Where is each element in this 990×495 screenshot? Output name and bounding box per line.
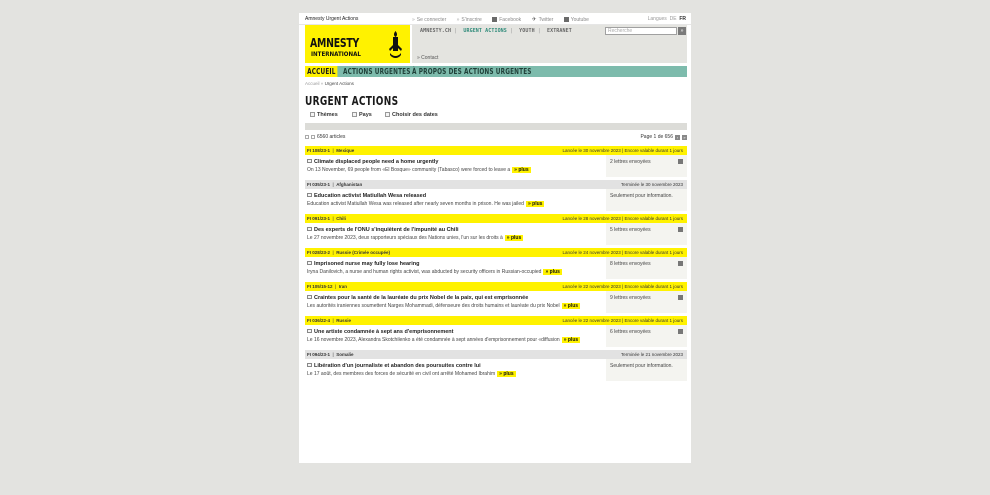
article-ref[interactable]: FI 035/23-1 xyxy=(307,182,331,187)
nav-extranet[interactable]: EXTRANET xyxy=(546,28,572,34)
language-label: Langues xyxy=(647,16,667,22)
article-title-link[interactable]: Des experts de l'ONU s'inquiètent de l'impunité au Chili xyxy=(307,227,604,233)
prev-page-icon[interactable] xyxy=(311,135,315,139)
main-menu xyxy=(305,66,687,77)
facebook-icon xyxy=(492,17,497,22)
document-icon xyxy=(307,363,312,367)
article-header: FI 108/23-1 | Mexique Lancée le 30 novembre 2023 | Encore valable durant 1 jours xyxy=(305,146,687,155)
document-icon xyxy=(307,193,312,197)
document-icon xyxy=(307,261,312,265)
checkbox-icon xyxy=(385,112,390,117)
last-page-icon[interactable]: » xyxy=(683,135,686,140)
article-side xyxy=(606,325,687,347)
article-ref[interactable]: FI 036/22-4 xyxy=(307,318,331,323)
contact-link[interactable]: » Contact xyxy=(417,55,439,61)
article-status: Lancée le 22 novembre 2023 | Encore valable durant 1 jours xyxy=(562,318,683,323)
info-icon[interactable] xyxy=(678,295,683,300)
read-more-link[interactable]: » plus xyxy=(514,167,529,173)
document-icon xyxy=(307,295,312,299)
article-side xyxy=(606,359,687,381)
article-body xyxy=(305,189,687,211)
article-item xyxy=(305,350,687,381)
filter-pays[interactable]: Pays xyxy=(352,112,372,118)
letters-sent: 8 lettres envoyées xyxy=(610,261,651,267)
article-side xyxy=(606,257,687,279)
article-side xyxy=(606,291,687,313)
document-icon xyxy=(307,227,312,231)
article-status: Lancée le 30 novembre 2023 | Encore valable durant 1 jours xyxy=(562,148,683,153)
top-utility-bar xyxy=(299,13,691,25)
candle-icon xyxy=(388,31,404,59)
header-nav-box xyxy=(412,25,687,63)
lang-de-link[interactable]: DE xyxy=(669,16,677,22)
read-more-link[interactable]: » plus xyxy=(506,235,522,241)
article-header: FI 036/22-4 | Russie Lancée le 22 novembre 2023 | Encore valable durant 1 jours xyxy=(305,316,687,325)
document-icon xyxy=(307,159,312,163)
article-item xyxy=(305,248,687,279)
letters-sent: 2 lettres envoyées xyxy=(610,159,651,165)
first-page-icon[interactable] xyxy=(305,135,309,139)
page xyxy=(299,13,691,463)
info-icon[interactable] xyxy=(678,227,683,232)
article-title-link[interactable]: Libération d'un journaliste et abandon des poursuites contre lui xyxy=(307,363,604,369)
checkbox-icon xyxy=(310,112,315,117)
menu-urgent-actions[interactable]: ACTIONS URGENTES xyxy=(343,67,411,76)
article-list xyxy=(305,146,687,384)
article-header: FI 035/23-1 | Afghanistan Terminée le 30 novembre 2023 xyxy=(305,180,687,189)
article-side xyxy=(606,155,687,177)
article-header: FI 105/15-12 | Iran Lancée le 22 novembre 2023 | Encore valable durant 1 jours xyxy=(305,282,687,291)
results-summary xyxy=(305,134,687,140)
letters-sent: 6 lettres envoyées xyxy=(610,329,651,335)
article-body xyxy=(305,155,687,177)
facebook-link[interactable]: Facebook xyxy=(492,17,521,23)
article-header: FI 028/23-2 | Russie (Crimée occupée) Lancée le 24 novembre 2023 | Encore valable durant 1 jours xyxy=(305,248,687,257)
filter-themes[interactable]: Thèmes xyxy=(310,112,338,118)
page-title: URGENT ACTIONS xyxy=(305,93,399,108)
article-ref[interactable]: FI 105/15-12 xyxy=(307,284,333,289)
article-header: FI 091/23-1 | Chili Lancée le 28 novembre 2023 | Encore valable durant 1 jours xyxy=(305,214,687,223)
youtube-link[interactable]: Youtube xyxy=(564,17,589,23)
read-more-link[interactable]: » plus xyxy=(499,371,514,377)
read-more-link[interactable]: » plus xyxy=(545,269,560,275)
article-country[interactable]: Afghanistan xyxy=(336,182,363,187)
info-icon[interactable] xyxy=(678,329,683,334)
nav-youth[interactable]: YOUTH xyxy=(519,28,535,34)
article-status: Terminée le 21 novembre 2023 xyxy=(620,352,683,357)
menu-home[interactable]: ACCUEIL xyxy=(305,66,338,77)
article-excerpt: Education activist Matiullah Wesa was released after nearly seven months in prison. He was jailed xyxy=(307,201,524,207)
article-ref[interactable]: FI 094/23-1 xyxy=(307,352,331,357)
filter-dates[interactable]: Choisir des dates xyxy=(385,112,438,118)
breadcrumb-current: Urgent Actions xyxy=(324,81,354,86)
article-country[interactable]: Russie (Crimée occupée) xyxy=(336,250,390,255)
youtube-icon xyxy=(564,17,569,22)
site-title: Amnesty Urgent Actions xyxy=(305,16,359,22)
breadcrumb-home[interactable]: Accueil xyxy=(305,81,320,86)
lang-fr-link[interactable]: FR xyxy=(679,16,686,22)
article-status: Terminée le 30 novembre 2023 xyxy=(620,182,683,187)
article-item xyxy=(305,180,687,211)
article-country[interactable]: Iran xyxy=(338,284,347,289)
article-country[interactable]: Chili xyxy=(336,216,346,221)
breadcrumb: Accueil » Urgent Actions xyxy=(305,81,354,86)
letters-sent: 9 lettres envoyées xyxy=(610,295,651,301)
menu-about[interactable]: À PROPOS DES ACTIONS URGENTES xyxy=(412,67,532,76)
article-item xyxy=(305,282,687,313)
article-item xyxy=(305,146,687,177)
article-item xyxy=(305,214,687,245)
article-excerpt: Les autorités iraniennes soumettent Narges Mohammadi, défenseure des droits humains et lauréate du prix Nobel xyxy=(307,303,560,309)
article-body xyxy=(305,223,687,245)
signup-link[interactable]: » S'inscrire xyxy=(456,17,482,23)
article-body xyxy=(305,325,687,347)
read-more-link[interactable]: » plus xyxy=(563,303,579,309)
article-title-link[interactable]: Craintes pour la santé de la lauréate du prix Nobel de la paix, qui est emprisonnée xyxy=(307,295,604,301)
nav-urgent-actions[interactable]: URGENT ACTIONS xyxy=(463,28,507,34)
article-item xyxy=(305,316,687,347)
login-link[interactable]: » Se connecter xyxy=(412,17,447,23)
article-title-link[interactable]: Education activist Matiullah Wesa released xyxy=(307,193,604,199)
article-title-link[interactable]: Une artiste condamnée à sept ans d'emprisonnement xyxy=(307,329,604,335)
article-count: 6560 articles xyxy=(305,134,345,140)
info-icon[interactable] xyxy=(678,261,683,266)
article-header: FI 094/23-1 | Somalie Terminée le 21 novembre 2023 xyxy=(305,350,687,359)
search-button[interactable]: » xyxy=(678,27,686,35)
article-ref[interactable]: FI 091/23-1 xyxy=(307,216,331,221)
article-country[interactable]: Russie xyxy=(336,318,351,323)
article-body xyxy=(305,291,687,313)
next-page-icon[interactable]: › xyxy=(676,135,679,140)
article-side xyxy=(606,223,687,245)
article-excerpt: Le 27 novembre 2023, deux rapporteurs spéciaux des Nations unies, l'un sur les droits à xyxy=(307,235,503,241)
chevron-right-icon: » xyxy=(456,17,460,23)
twitter-icon: ✈ xyxy=(531,17,537,23)
document-icon xyxy=(307,329,312,333)
info-icon[interactable] xyxy=(678,159,683,164)
letters-sent: Seulement pour information. xyxy=(610,193,673,199)
pagination: Page 1 de 656 › » xyxy=(640,134,686,140)
article-title-link[interactable]: Imprisoned nurse may fully lose hearing xyxy=(307,261,604,267)
article-ref[interactable]: FI 108/23-1 xyxy=(307,148,331,153)
language-switcher xyxy=(648,16,686,22)
twitter-link[interactable]: ✈ Twitter xyxy=(531,17,554,23)
article-status: Lancée le 22 novembre 2023 | Encore valable durant 1 jours xyxy=(562,284,683,289)
search-input[interactable]: Recherche xyxy=(605,27,677,35)
letters-sent: Seulement pour information. xyxy=(610,363,673,369)
checkbox-icon xyxy=(352,112,357,117)
article-status: Lancée le 24 novembre 2023 | Encore valable durant 1 jours xyxy=(562,250,683,255)
nav-amnesty-ch[interactable]: AMNESTY.CH xyxy=(420,28,452,34)
article-country[interactable]: Mexique xyxy=(336,148,355,153)
article-body xyxy=(305,359,687,381)
article-status: Lancée le 28 novembre 2023 | Encore valable durant 1 jours xyxy=(562,216,683,221)
chevron-right-icon: » xyxy=(412,17,415,23)
filter-panel-bar xyxy=(305,123,687,130)
article-ref[interactable]: FI 028/23-2 xyxy=(307,250,331,255)
read-more-link[interactable]: » plus xyxy=(563,337,579,343)
article-excerpt: Le 17 août, des membres des forces de sécurité en civil ont arrêté Mohamed Ibrahim xyxy=(307,371,496,377)
amnesty-logo[interactable]: AMNESTY INTERNATIONAL xyxy=(305,25,410,63)
utility-links xyxy=(412,16,598,23)
article-excerpt: On 13 November, 69 people from «El Bosque» community (Tabasco) were forced to leave a xyxy=(307,167,511,173)
article-excerpt: Le 16 novembre 2023, Alexandra Skotchilenko a été condamnée à sept années d'emprisonnement pour «diffusion xyxy=(307,337,560,343)
article-country[interactable]: Somalie xyxy=(336,352,354,357)
top-nav: AMNESTY.CH | URGENT ACTIONS | YOUTH | EXTRANET xyxy=(420,28,572,34)
article-title-link[interactable]: Climate displaced people need a home urgently xyxy=(307,159,604,165)
article-side xyxy=(606,189,687,211)
read-more-link[interactable]: » plus xyxy=(527,201,543,207)
article-excerpt: Iryna Danilovich, a nurse and human rights activist, was abducted by security officers in Russian-occupied xyxy=(307,269,542,275)
letters-sent: 5 lettres envoyées xyxy=(610,227,651,233)
article-body xyxy=(305,257,687,279)
